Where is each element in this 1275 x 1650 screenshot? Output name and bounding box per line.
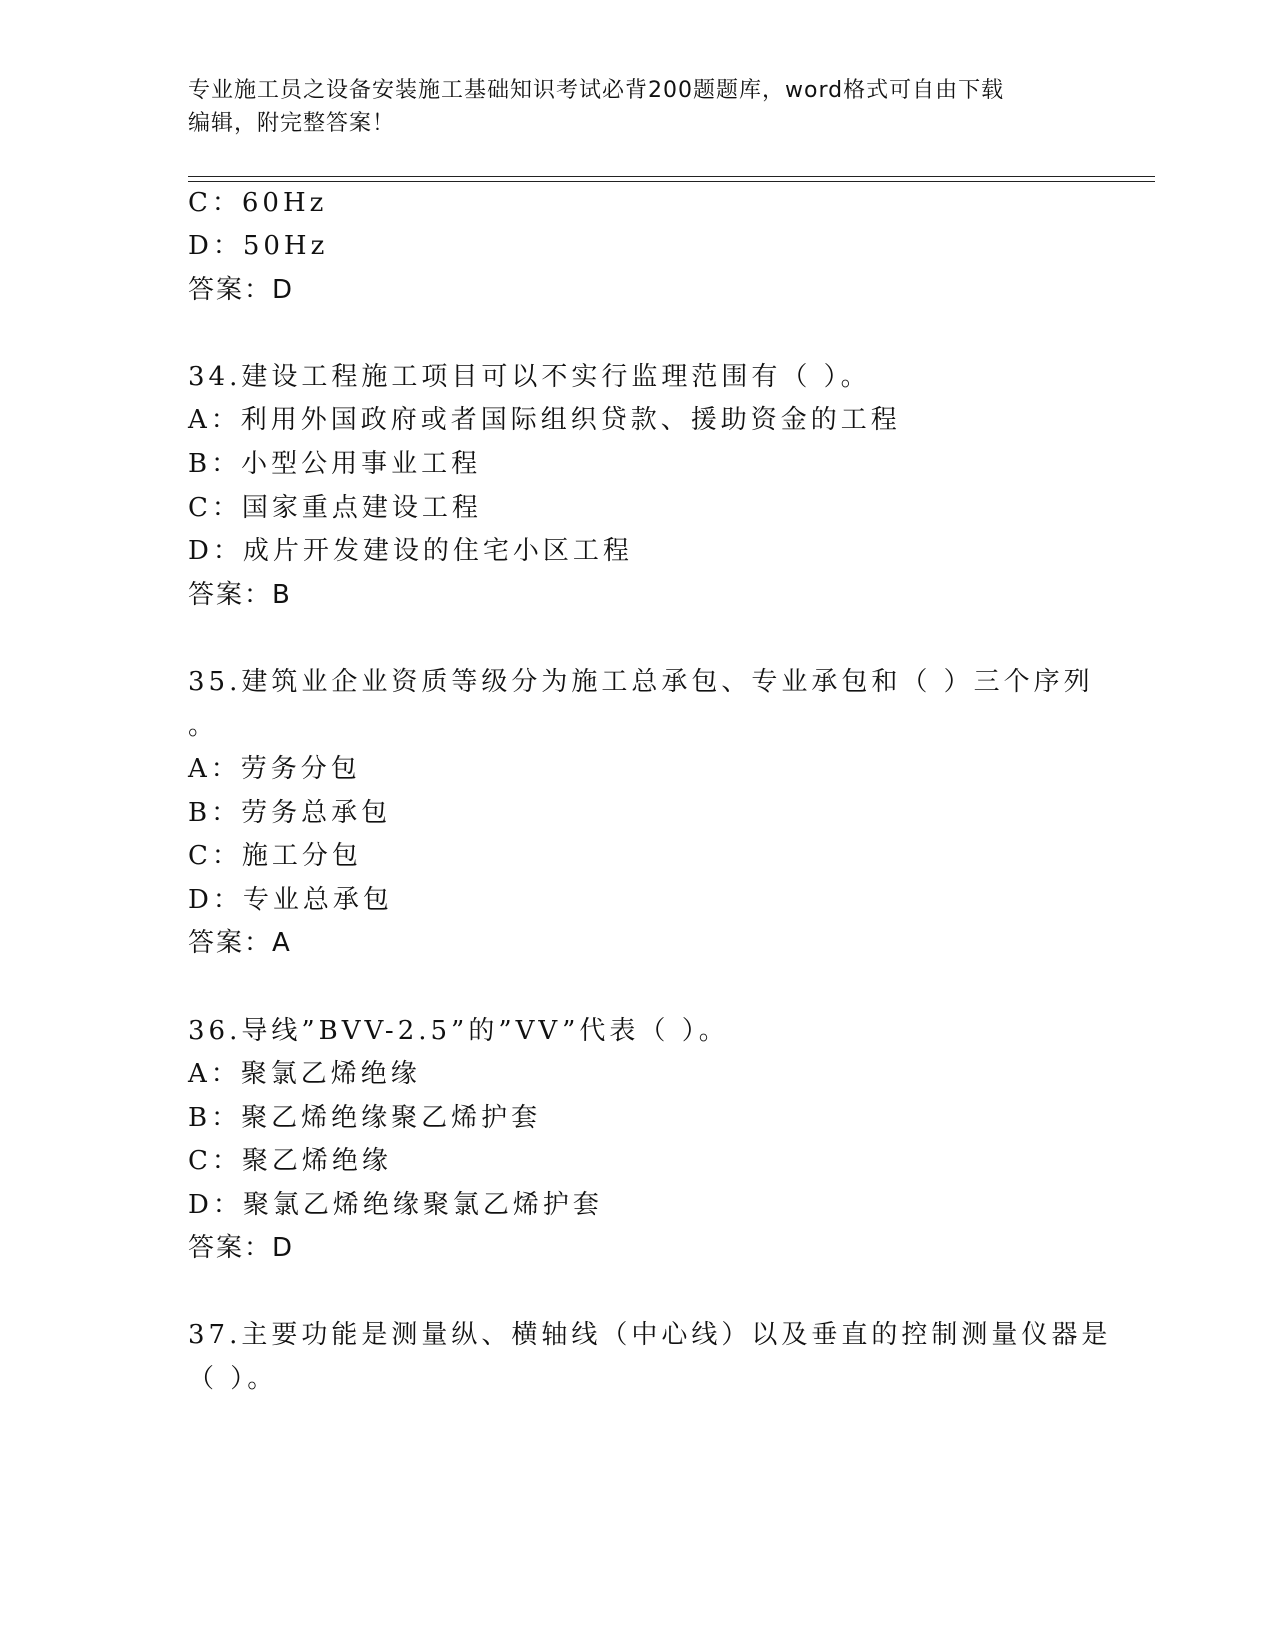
header-line-2: 编辑，附完整答案！ <box>188 111 396 136</box>
q36-option-a: A：聚氯乙烯绝缘 <box>188 1059 421 1089</box>
q34-option-d: D：成片开发建设的住宅小区工程 <box>188 536 633 566</box>
q36-option-c: C：聚乙烯绝缘 <box>188 1146 392 1176</box>
header-line-1: 专业施工员之设备安装施工基础知识考试必背200题题库，word格式可自由下载 <box>188 78 1005 103</box>
q37-question-line-1: 37.主要功能是测量纵、横轴线（中心线）以及垂直的控制测量仪器是 <box>188 1320 1112 1350</box>
q36-answer: 答案：D <box>188 1233 295 1263</box>
q35-option-b: B：劳务总承包 <box>188 798 392 828</box>
q35-question-line-1: 35.建筑业企业资质等级分为施工总承包、专业承包和（ ）三个序列 <box>188 667 1094 697</box>
q36-option-d: D：聚氯乙烯绝缘聚氯乙烯护套 <box>188 1190 603 1220</box>
q35-option-d: D：专业总承包 <box>188 885 393 915</box>
q36-question: 36.导线”BVV-2.5”的”VV”代表（ ）。 <box>188 1016 729 1046</box>
q34-question: 34.建设工程施工项目可以不实行监理范围有（ ）。 <box>188 362 871 392</box>
q35-answer: 答案：A <box>188 928 292 958</box>
document-header <box>188 74 1088 140</box>
q34-answer: 答案：B <box>188 580 292 610</box>
q34-option-c: C：国家重点建设工程 <box>188 493 482 523</box>
q34-option-b: B：小型公用事业工程 <box>188 449 482 479</box>
q33-option-d: D：50Hz <box>188 231 329 261</box>
q37-question-line-2: （ ）。 <box>188 1364 278 1394</box>
header-divider <box>188 176 1155 182</box>
q33-answer: 答案：D <box>188 275 295 305</box>
q36-option-b: B：聚乙烯绝缘聚乙烯护套 <box>188 1103 542 1133</box>
q35-question-line-2: 。 <box>188 711 219 741</box>
q33-option-c: C：60Hz <box>188 188 328 218</box>
q35-option-c: C：施工分包 <box>188 841 362 871</box>
q34-option-a: A：利用外国政府或者国际组织贷款、援助资金的工程 <box>188 405 901 435</box>
q35-option-a: A：劳务分包 <box>188 754 361 784</box>
